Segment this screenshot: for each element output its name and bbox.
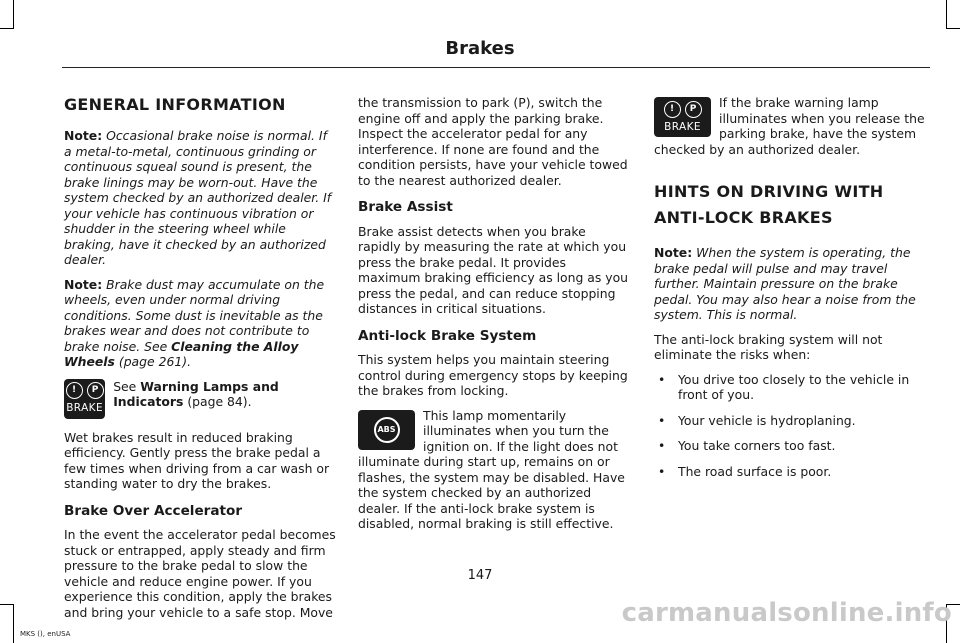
note-brake-dust	[64, 277, 336, 370]
brake-over-accelerator-paragraph: In the event the accelerator pedal becomes stuck or entrapped, apply steady and firm pressure to the brake pedal to slow the vehicle and reduce engine power. If you experience this condition, apply the brakes and bring your vehicle to a safe stop. Move	[64, 527, 336, 620]
continued-paragraph: the transmission to park (P), switch the engine off and apply the parking brake. Inspect the accelerator pedal for any interference. If none are found and the condition persists, have your vehicle towed to the nearest authorized dealer.	[358, 95, 628, 188]
crop-mark-bottom-left	[0, 604, 14, 643]
list-item: • You drive too closely to the vehicle in front of you.	[654, 372, 926, 403]
brake-assist-paragraph: Brake assist detects when you brake rapidly by measuring the rate at which you press the brake pedal. It provides maximum braking efficiency as long as you press the pedal, and can reduce stopping distances in critical situations.	[358, 223, 629, 316]
column-left	[64, 95, 336, 629]
exclamation-circle-icon: !	[66, 382, 83, 399]
note-label: Note:	[654, 245, 693, 260]
brake-lamp-paragraph	[654, 95, 926, 157]
brake-warning-reference	[64, 379, 336, 419]
abs-lamp-text: This lamp momentarily illuminates when you turn the ignition on. If the light does not illuminate during start up, remains on or flashes, the system may be disabled. Have the system checked by an authorized dealer. If the anti-lock brake system is disabled, normal braking is still effective.	[358, 407, 625, 531]
crop-mark-top-right	[946, 0, 960, 29]
see-reference	[113, 379, 336, 410]
exclamation-circle-icon: !	[664, 101, 681, 118]
page-title: Brakes	[445, 38, 515, 59]
abs-lamp-paragraph	[358, 408, 630, 532]
list-item: • Your vehicle is hydroplaning.	[654, 413, 926, 429]
note-label: Note:	[64, 128, 103, 143]
parking-circle-icon: P	[87, 382, 104, 399]
wet-brakes-paragraph: Wet brakes result in reduced braking efficiency. Gently press the brake pedal a few times when driving from a car wash or standing water to dry the brakes.	[64, 429, 330, 491]
note-label: Note:	[64, 276, 103, 292]
section-heading-general-information: GENERAL INFORMATION	[64, 95, 286, 114]
note-text: When the system is operating, the brake pedal will pulse and may travel further. Maintain pressure on the brake pedal. You may also hear a noise from the system. This is normal.	[654, 245, 916, 322]
cross-reference-link[interactable]: Warning Lamps and Indicators	[113, 378, 279, 409]
risks-list	[654, 372, 926, 480]
page-number: 147	[467, 568, 493, 583]
see-label: See	[113, 378, 141, 394]
list-item: • The road surface is poor.	[654, 464, 926, 480]
section-heading-anti-lock-hints: HINTS ON DRIVING WITH ANTI-LOCK BRAKES	[654, 182, 884, 227]
abs-warning-icon	[358, 410, 415, 450]
brake-warning-icon	[64, 379, 105, 419]
column-right	[654, 95, 926, 489]
abs-circle-icon: ABS	[374, 417, 400, 443]
brake-icon-label: BRAKE	[664, 120, 701, 133]
note-text: Occasional brake noise is normal. If a metal-to-metal, continuous grinding or continuous squeal sound is present, the brake linings may be worn-out. Have the system checked by an authorized dealer. If your vehicle has continuous vibration or shudder in the steering wheel while braking, have it checked by an authorized dealer.	[64, 128, 332, 267]
page-reference: (page 261).	[114, 354, 192, 369]
note-brake-noise	[64, 128, 336, 268]
crop-mark-top-left	[0, 0, 14, 29]
brake-lamp-text: If the brake warning lamp illuminates when you release the parking brake, have the system checked by an authorized dealer.	[654, 95, 925, 157]
page-reference: (page 84).	[183, 394, 252, 409]
parking-circle-icon: P	[685, 101, 702, 118]
abs-paragraph: This system helps you maintain steering control during emergency stops by keeping the brakes from locking.	[358, 352, 628, 398]
note-abs-operating	[654, 245, 926, 323]
list-item: • You take corners too fast.	[654, 438, 926, 454]
watermark: carmanualsonline.info	[621, 598, 952, 628]
subheading-brake-assist: Brake Assist	[358, 199, 453, 215]
subheading-anti-lock-brake-system: Anti-lock Brake System	[358, 327, 537, 344]
note-text: Brake dust may accumulate on the wheels, even under normal driving conditions. Some dust is inevitable as the brakes wear and does not contribute to brake noise. See	[64, 276, 325, 354]
footer-code: MKS (), enUSA	[20, 630, 71, 638]
brake-icon-label: BRAKE	[66, 402, 103, 415]
abs-risks-intro: The anti-lock braking system will not eliminate the risks when:	[654, 331, 883, 362]
header-divider	[62, 67, 930, 68]
brake-warning-icon	[654, 97, 711, 137]
cross-reference-link[interactable]: Cleaning the Alloy Wheels	[64, 338, 299, 369]
column-middle	[358, 95, 630, 541]
subheading-brake-over-accelerator: Brake Over Accelerator	[64, 502, 243, 519]
